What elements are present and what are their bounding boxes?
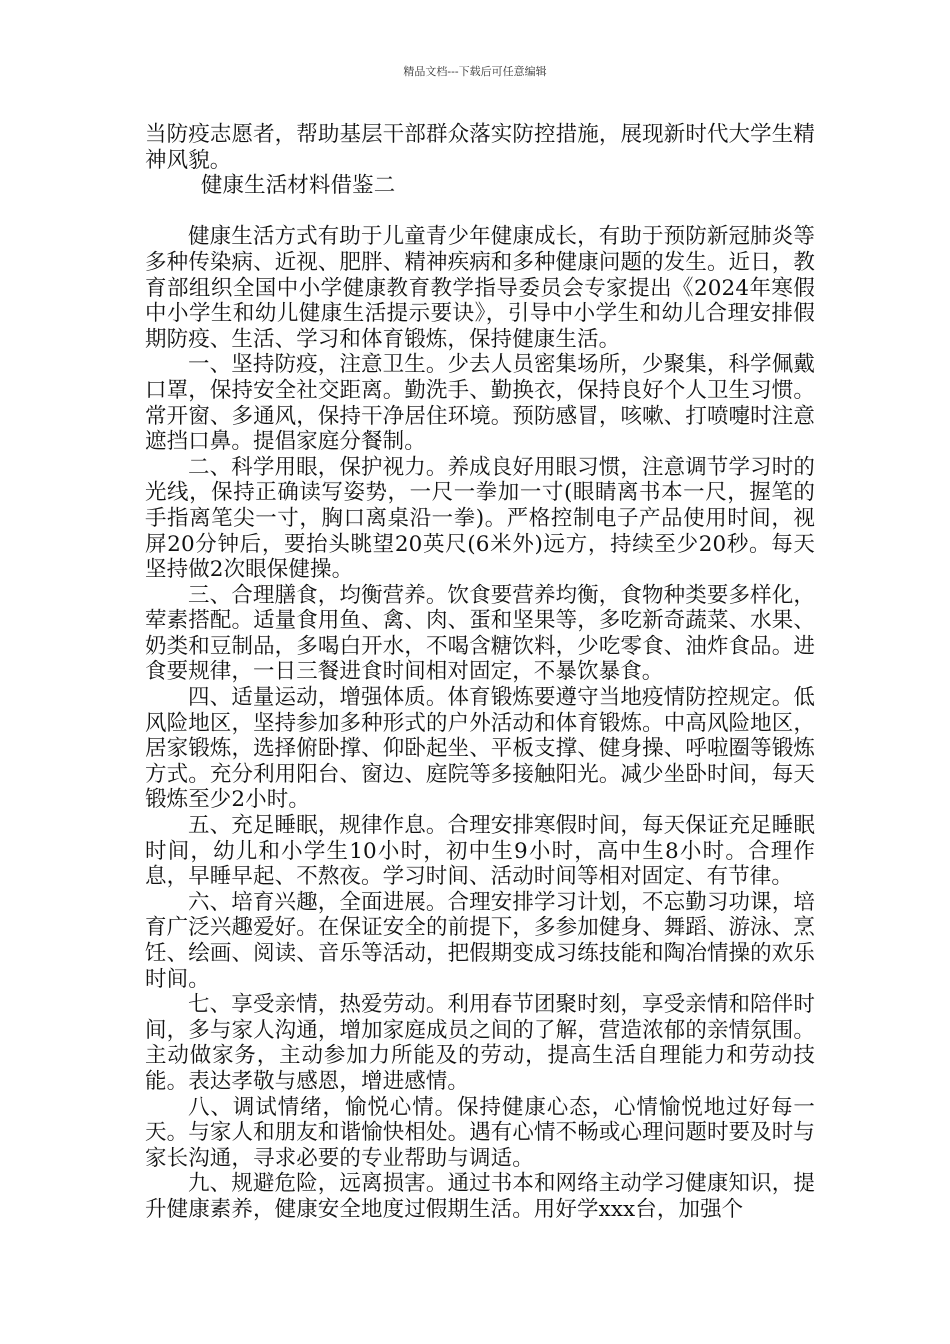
paragraph-item-7: 七、享受亲情，热爱劳动。利用春节团聚时刻，享受亲情和陪伴时间，多与家人沟通，增加家庭成员之间的了解，营造浓郁的亲情氛围。主动做家务，主动参加力所能及的劳动，提高生活自理能力和劳动技能。表达孝敬与感恩，增进感情。: [145, 992, 815, 1094]
paragraph-item-5: 五、充足睡眠，规律作息。合理安排寒假时间，每天保证充足睡眠时间，幼儿和小学生10小时，初中生9小时，高中生8小时。合理作息，早睡早起、不熬夜。学习时间、活动时间等相对固定、有节律。: [145, 813, 815, 890]
section-title: 健康生活材料借鉴二: [200, 173, 396, 199]
paragraph-item-6: 六、培育兴趣，全面进展。合理安排学习计划，不忘勤习功课，培育广泛兴趣爱好。在保证安全的前提下，多参加健身、舞蹈、游泳、烹饪、绘画、阅读、音乐等活动，把假期变成习练技能和陶冶情操的欢乐时间。: [145, 889, 815, 992]
document-body: [145, 122, 815, 1223]
paragraph-item-2: 二、科学用眼，保护视力。养成良好用眼习惯，注意调节学习时的光线，保持正确读写姿势，一尺一拳加一寸(眼睛离书本一尺，握笔的手指离笔尖一寸，胸口离桌沿一拳)。严格控制电子产品使用时间，视屏20分钟后，要抬头眺望20英尺(6米外)远方，持续至少20秒。每天坚持做2次眼保健操。: [145, 454, 815, 583]
paragraph-item-3: 三、合理膳食，均衡营养。饮食要营养均衡，食物种类要多样化，荤素搭配。适量食用鱼、禽、肉、蛋和坚果等，多吃新奇蔬菜、水果、奶类和豆制品，多喝白开水，不喝含糖饮料，少吃零食、油炸食品。进食要规律，一日三餐进食时间相对固定，不暴饮暴食。: [145, 582, 815, 685]
paragraph-intro: 健康生活方式有助于儿童青少年健康成长，有助于预防新冠肺炎等多种传染病、近视、肥胖、精神疾病和多种健康问题的发生。近日，教育部组织全国中小学健康教育教学指导委员会专家提出《2024年寒假中小学生和幼儿健康生活提示要诀》，引导中小学生和幼儿合理安排假期防疫、生活、学习和体育锻炼，保持健康生活。: [145, 224, 815, 352]
paragraph-item-9: 九、规避危险，远离损害。通过书本和网络主动学习健康知识，提升健康素养，健康安全地度过假期生活。用好学xxx台，加强个: [145, 1171, 815, 1222]
paragraph-item-1: 一、坚持防疫，注意卫生。少去人员密集场所，少聚集，科学佩戴口罩，保持安全社交距离。勤洗手、勤换衣，保持良好个人卫生习惯。常开窗、多通风，保持干净居住环境。预防感冒，咳嗽、打喷嚏时注意遮挡口鼻。提倡家庭分餐制。: [145, 352, 815, 455]
page-header: 精品文档---下载后可任意编辑: [403, 65, 547, 78]
paragraph-item-4: 四、适量运动，增强体质。体育锻炼要遵守当地疫情防控规定。低风险地区，坚持参加多种形式的户外活动和体育锻炼。中高风险地区，居家锻炼，选择俯卧撑、仰卧起坐、平板支撑、健身操、呼啦圈等锻炼方式。充分利用阳台、窗边、庭院等多接触阳光。减少坐卧时间，每天锻炼至少2小时。: [145, 685, 815, 813]
paragraph-item-8: 八、调试情绪，愉悦心情。保持健康心态，心情愉悦地过好每一天。与家人和朋友和谐愉快相处。遇有心情不畅或心理问题时要及时与家长沟通，寻求必要的专业帮助与调适。: [145, 1094, 815, 1171]
intro-fragment: 当防疫志愿者，帮助基层干部群众落实防控措施，展现新时代大学生精神风貌。: [145, 122, 815, 173]
